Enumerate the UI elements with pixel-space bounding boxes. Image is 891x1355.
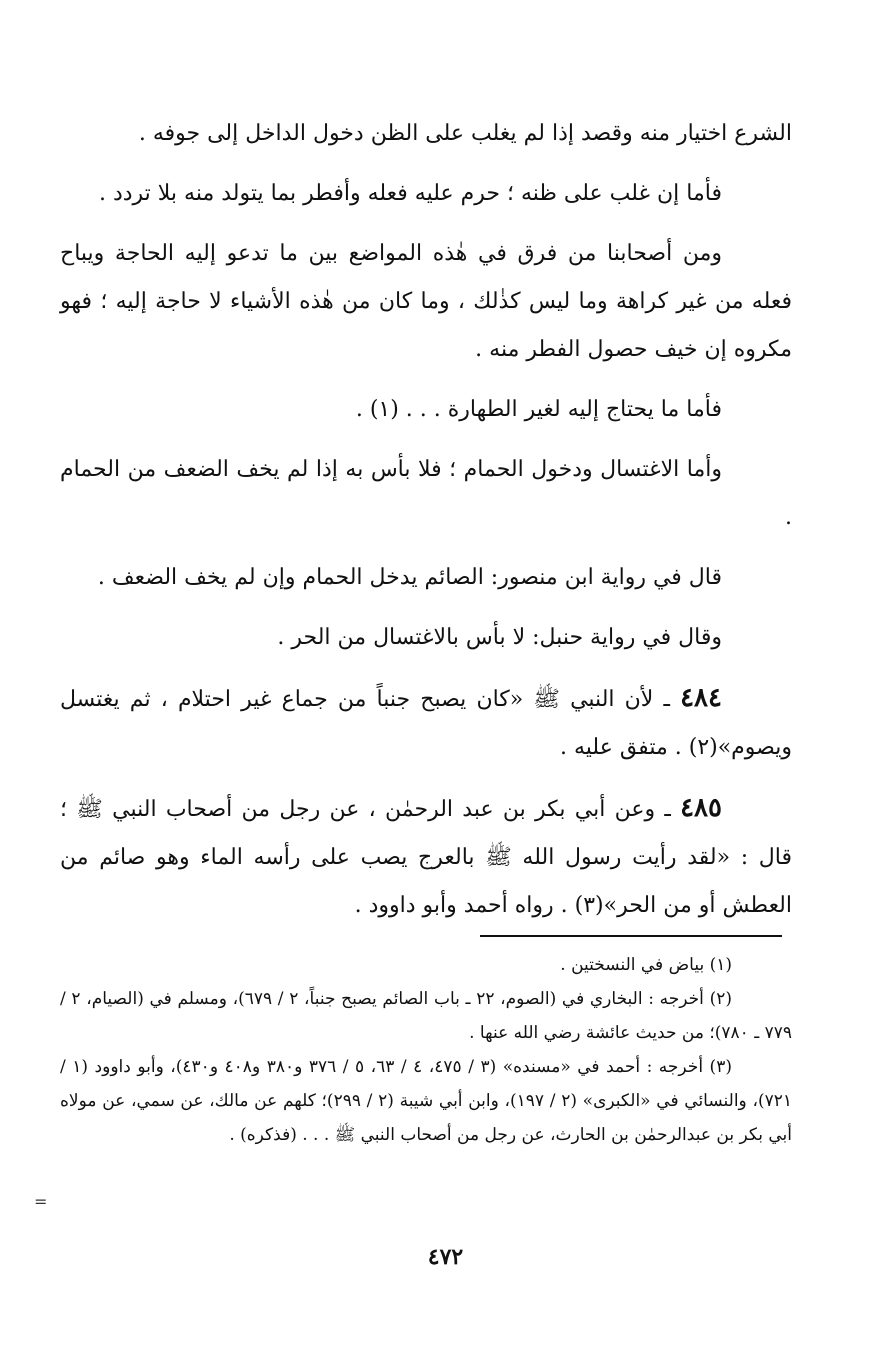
paragraph-continuation: الشرع اختيار منه وقصد إذا لم يغلب على الظن دخول الداخل إلى جوفه . xyxy=(138,121,792,146)
hadith-text: ـ وعن أبي بكر بن عبد الرحمٰن ، عن رجل من أصحاب النبي ﷺ ؛ قال : «لقد رأيت رسول الله ﷺ بالعرج يصب على رأسه الماء وهو صائم من العطش أو من الحر»(٣) . رواه أحمد وأبو داوود . xyxy=(60,797,792,918)
paragraph: فأما ما يحتاج إليه لغير الطهارة . . . (١) . xyxy=(355,397,722,422)
footnote-divider xyxy=(480,935,782,937)
hadith-text: ـ لأن النبي ﷺ «كان يصبح جنباً من جماع غير احتلام ، ثم يغتسل ويصوم»(٢) . متفق عليه . xyxy=(60,687,792,760)
paragraph: وأما الاغتسال ودخول الحمام ؛ فلا بأس به إذا لم يخف الضعف من الحمام . xyxy=(60,457,792,530)
paragraph: فأما إن غلب على ظنه ؛ حرم عليه فعله وأفطر بما يتولد منه بلا تردد . xyxy=(98,181,722,206)
page-number: ٤٧٢ xyxy=(427,1244,464,1270)
paragraph: وقال في رواية حنبل: لا بأس بالاغتسال من الحر . xyxy=(277,625,722,650)
paragraph: قال في رواية ابن منصور: الصائم يدخل الحمام وإن لم يخف الضعف . xyxy=(97,565,722,590)
footnote: (٣) أخرجه : أحمد في «مسنده» (٣ / ٤٧٥، ٤ / ٦٣، ٥ / ٣٧٦ و٣٨٠ و٤٠٨ و٤٣٠)، وأبو داوود (١ / ٧٢١)، والنسائي في «الكبرى» (٢ / ١٩٧)، وابن أبي شيبة (٢ / ٢٩٩)؛ كلهم عن مالك، عن سمي، عن مولاه أبي بكر بن عبدالرحمٰن بن الحارث، عن رجل من أصحاب النبي ﷺ . . . (فذكره) . xyxy=(60,1057,792,1145)
body-paragraphs xyxy=(60,110,792,930)
footnote: (١) بياض في النسختين . xyxy=(560,955,732,975)
footnote: (٢) أخرجه : البخاري في (الصوم، ٢٢ ـ باب الصائم يصبح جنباً، ٢ / ٦٧٩)، ومسلم في (الصيام، ٢ / ٧٧٩ ـ ٧٨٠)؛ من حديث عائشة رضي الله عنها . xyxy=(60,989,792,1043)
footnotes xyxy=(60,948,792,1152)
hadith-number: ٤٨٤ xyxy=(680,683,722,713)
hadith-484 xyxy=(60,674,792,772)
main-text xyxy=(60,110,792,942)
margin-mark: = xyxy=(34,1192,48,1211)
hadith-485 xyxy=(60,784,792,930)
paragraph: ومن أصحابنا من فرق في هٰذه المواضع بين ما تدعو إليه الحاجة ويباح فعله من غير كراهة وما ليس كذٰلك ، وما كان من هٰذه الأشياء لا حاجة إليه ؛ فهو مكروه إن خيف حصول الفطر منه . xyxy=(60,241,792,362)
hadith-number: ٤٨٥ xyxy=(680,793,722,823)
